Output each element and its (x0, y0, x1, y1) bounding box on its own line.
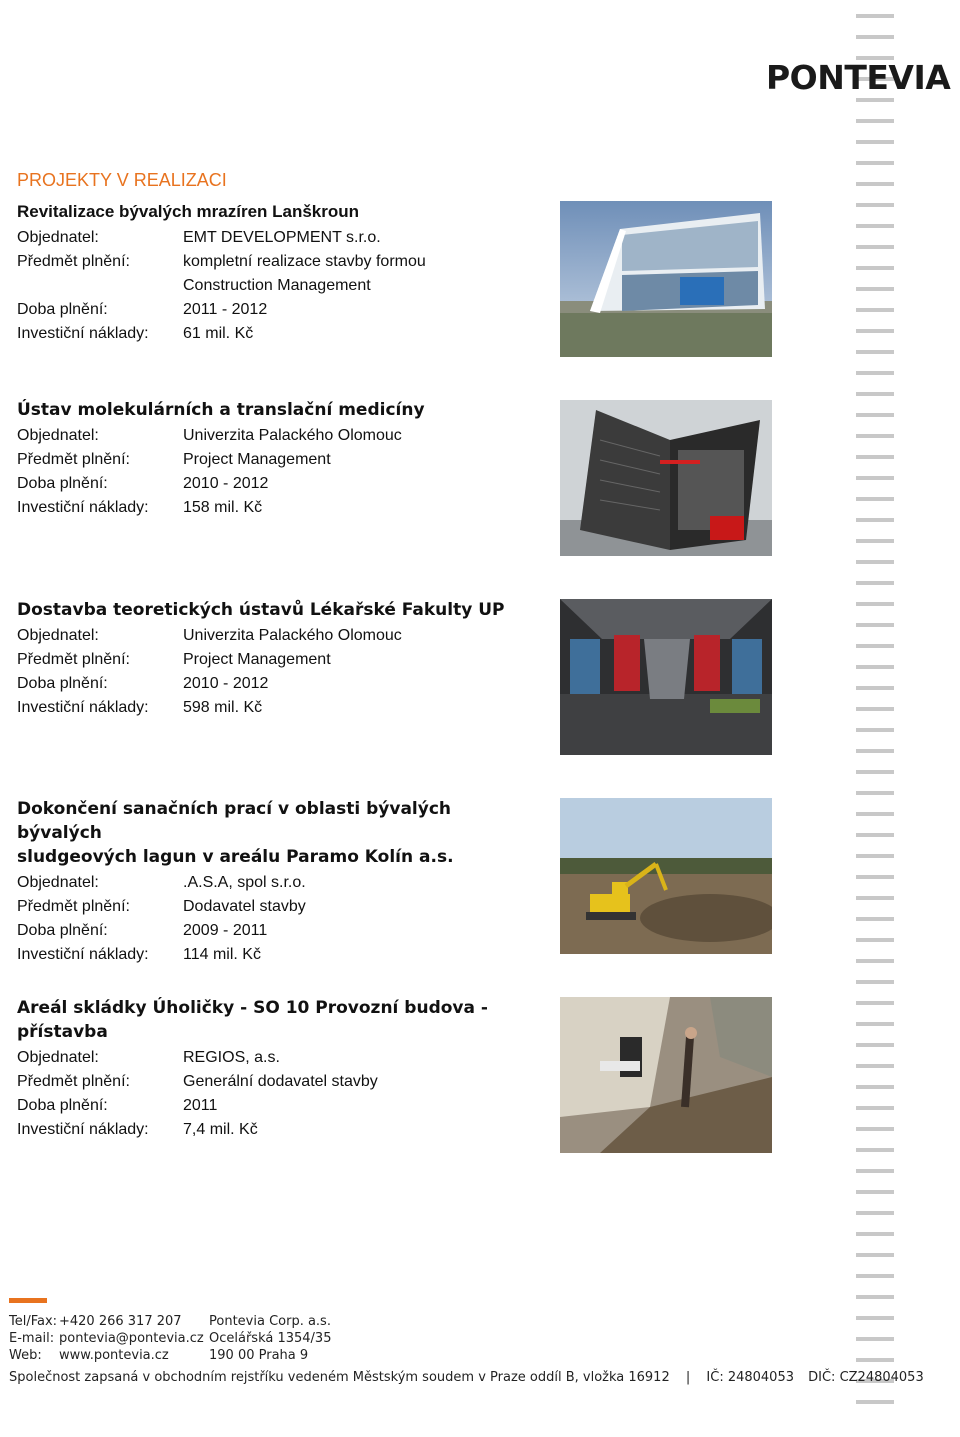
value-subject: Project Management (183, 651, 331, 668)
stripe (856, 1400, 894, 1404)
label-period: Doba plnění: (17, 1097, 108, 1114)
stripe (856, 581, 894, 585)
stripe (856, 98, 894, 102)
label-period: Doba plnění: (17, 301, 108, 318)
stripe (856, 1022, 894, 1026)
footer-web-label: Web: (9, 1348, 42, 1363)
stripe (856, 1064, 894, 1068)
section-title: PROJEKTY V REALIZACI (17, 170, 227, 190)
value-client: Univerzita Palackého Olomouc (183, 627, 402, 644)
stripe (856, 917, 894, 921)
row-costs (17, 496, 537, 520)
footer-email-label: E-mail: (9, 1331, 55, 1346)
stripe (856, 1274, 894, 1278)
stripe (856, 812, 894, 816)
row-costs (17, 696, 537, 720)
stripe (856, 1085, 894, 1089)
stripe (856, 539, 894, 543)
row-period (17, 298, 537, 322)
registry-ic: IČ: 24804053 (706, 1370, 794, 1385)
project-4-photo (560, 798, 772, 954)
row-client (17, 871, 537, 895)
value-period: 2011 - 2012 (183, 301, 268, 318)
value-period: 2010 - 2012 (183, 475, 269, 492)
project-title-line2: přístavba (17, 1022, 108, 1042)
project-title-line1: Areál skládky Úholičky - SO 10 Provozní budova - (17, 998, 488, 1018)
project-title: Ústav molekulárních a translační medicíny (17, 400, 425, 420)
row-subject (17, 448, 537, 472)
stripe (856, 686, 894, 690)
row-subject (17, 1070, 537, 1094)
stripe (856, 749, 894, 753)
company-logo: PONTEVIA (766, 58, 951, 97)
stripe (856, 245, 894, 249)
value-subject: Dodavatel stavby (183, 898, 306, 915)
stripe (856, 791, 894, 795)
stripe (856, 350, 894, 354)
project-title-line1: Dokončení sanačních prací v oblasti bývalých bývalých (17, 799, 452, 843)
row-client (17, 624, 537, 648)
row-client (17, 1046, 537, 1070)
registry-dic: DIČ: CZ24804053 (808, 1370, 924, 1385)
row-period (17, 472, 537, 496)
stripe (856, 287, 894, 291)
label-subject: Předmět plnění: (17, 451, 130, 468)
stripe (856, 1358, 894, 1362)
stripe (856, 434, 894, 438)
row-costs (17, 322, 537, 346)
footer-accent-bar (9, 1298, 47, 1303)
stripe (856, 959, 894, 963)
value-costs: 61 mil. Kč (183, 325, 254, 342)
value-subject: Project Management (183, 451, 331, 468)
label-costs: Investiční náklady: (17, 699, 149, 716)
row-period (17, 919, 537, 943)
project-title-line2: sludgeových lagun v areálu Paramo Kolín a.s. (17, 847, 454, 867)
project-5-photo (560, 997, 772, 1153)
stripe (856, 1253, 894, 1257)
footer-company: Pontevia Corp. a.s. (209, 1314, 331, 1329)
label-client: Objednatel: (17, 229, 99, 246)
stripe (856, 1316, 894, 1320)
row-subject (17, 895, 537, 919)
label-client: Objednatel: (17, 874, 99, 891)
stripe (856, 770, 894, 774)
stripe (856, 728, 894, 732)
value-client: EMT DEVELOPMENT s.r.o. (183, 229, 381, 246)
label-period: Doba plnění: (17, 475, 108, 492)
value-period: 2010 - 2012 (183, 675, 269, 692)
value-subject: kompletní realizace stavby formou (183, 253, 426, 270)
project-4 (17, 797, 537, 967)
stripe (856, 497, 894, 501)
stripe (856, 455, 894, 459)
row-subject-cont (17, 274, 537, 298)
project-title: Revitalizace bývalých mrazíren Lanškroun (17, 202, 360, 221)
stripe (856, 476, 894, 480)
value-period: 2009 - 2011 (183, 922, 268, 939)
stripe (856, 896, 894, 900)
footer-tel-value: +420 266 317 207 (59, 1314, 182, 1329)
stripe (856, 140, 894, 144)
stripe (856, 14, 894, 18)
footer-street: Ocelářská 1354/35 (209, 1331, 332, 1346)
separator: | (685, 1370, 691, 1385)
project-1 (17, 200, 537, 346)
row-costs (17, 1118, 537, 1142)
decorative-stripes (856, 14, 896, 1421)
stripe (856, 182, 894, 186)
value-costs: 114 mil. Kč (183, 946, 261, 963)
stripe (856, 1106, 894, 1110)
stripe (856, 392, 894, 396)
value-costs: 158 mil. Kč (183, 499, 263, 516)
stripe (856, 1337, 894, 1341)
project-3 (17, 598, 537, 720)
stripe (856, 161, 894, 165)
stripe (856, 1001, 894, 1005)
footer-city: 190 00 Praha 9 (209, 1348, 309, 1363)
value-costs: 598 mil. Kč (183, 699, 263, 716)
project-1-photo (560, 201, 772, 357)
label-subject: Předmět plnění: (17, 898, 130, 915)
project-5 (17, 996, 537, 1142)
stripe (856, 35, 894, 39)
label-period: Doba plnění: (17, 922, 108, 939)
row-period (17, 1094, 537, 1118)
stripe (856, 224, 894, 228)
label-costs: Investiční náklady: (17, 1121, 149, 1138)
stripe (856, 665, 894, 669)
stripe (856, 1190, 894, 1194)
stripe (856, 329, 894, 333)
stripe (856, 1169, 894, 1173)
stripe (856, 644, 894, 648)
label-costs: Investiční náklady: (17, 499, 149, 516)
stripe (856, 413, 894, 417)
row-client (17, 226, 537, 250)
label-client: Objednatel: (17, 427, 99, 444)
row-client (17, 424, 537, 448)
project-2 (17, 398, 537, 520)
stripe (856, 560, 894, 564)
row-subject (17, 648, 537, 672)
label-client: Objednatel: (17, 1049, 99, 1066)
row-subject (17, 250, 537, 274)
stripe (856, 1232, 894, 1236)
stripe (856, 203, 894, 207)
stripe (856, 119, 894, 123)
stripe (856, 1295, 894, 1299)
stripe (856, 602, 894, 606)
row-costs (17, 943, 537, 967)
footer-email-link[interactable]: pontevia@pontevia.cz (59, 1331, 204, 1346)
value-costs: 7,4 mil. Kč (183, 1121, 258, 1138)
project-3-photo (560, 599, 772, 755)
value-subject: Generální dodavatel stavby (183, 1073, 378, 1090)
registry-text: Společnost zapsaná v obchodním rejstříku vedeném Městským soudem v Praze oddíl B, vložka 16912 (9, 1370, 670, 1385)
stripe (856, 1043, 894, 1047)
label-costs: Investiční náklady: (17, 325, 149, 342)
stripe (856, 938, 894, 942)
label-subject: Předmět plnění: (17, 253, 130, 270)
stripe (856, 371, 894, 375)
value-client: Univerzita Palackého Olomouc (183, 427, 402, 444)
stripe (856, 1127, 894, 1131)
value-period: 2011 (183, 1097, 218, 1114)
stripe (856, 833, 894, 837)
stripe (856, 308, 894, 312)
footer-tel-label: Tel/Fax: (9, 1314, 58, 1329)
stripe (856, 1148, 894, 1152)
footer-web-link[interactable]: www.pontevia.cz (59, 1348, 169, 1363)
label-subject: Předmět plnění: (17, 651, 130, 668)
value-client: REGIOS, a.s. (183, 1049, 280, 1066)
stripe (856, 1211, 894, 1215)
stripe (856, 518, 894, 522)
project-2-photo (560, 400, 772, 556)
value-subject-cont: Construction Management (183, 277, 371, 294)
stripe (856, 266, 894, 270)
stripe (856, 980, 894, 984)
value-client: .A.S.A, spol s.r.o. (183, 874, 306, 891)
label-client: Objednatel: (17, 627, 99, 644)
stripe (856, 623, 894, 627)
project-title: Dostavba teoretických ústavů Lékařské Fakulty UP (17, 600, 505, 620)
label-period: Doba plnění: (17, 675, 108, 692)
label-costs: Investiční náklady: (17, 946, 149, 963)
footer-registry (9, 1370, 924, 1385)
stripe (856, 854, 894, 858)
row-period (17, 672, 537, 696)
stripe (856, 875, 894, 879)
label-subject: Předmět plnění: (17, 1073, 130, 1090)
stripe (856, 707, 894, 711)
